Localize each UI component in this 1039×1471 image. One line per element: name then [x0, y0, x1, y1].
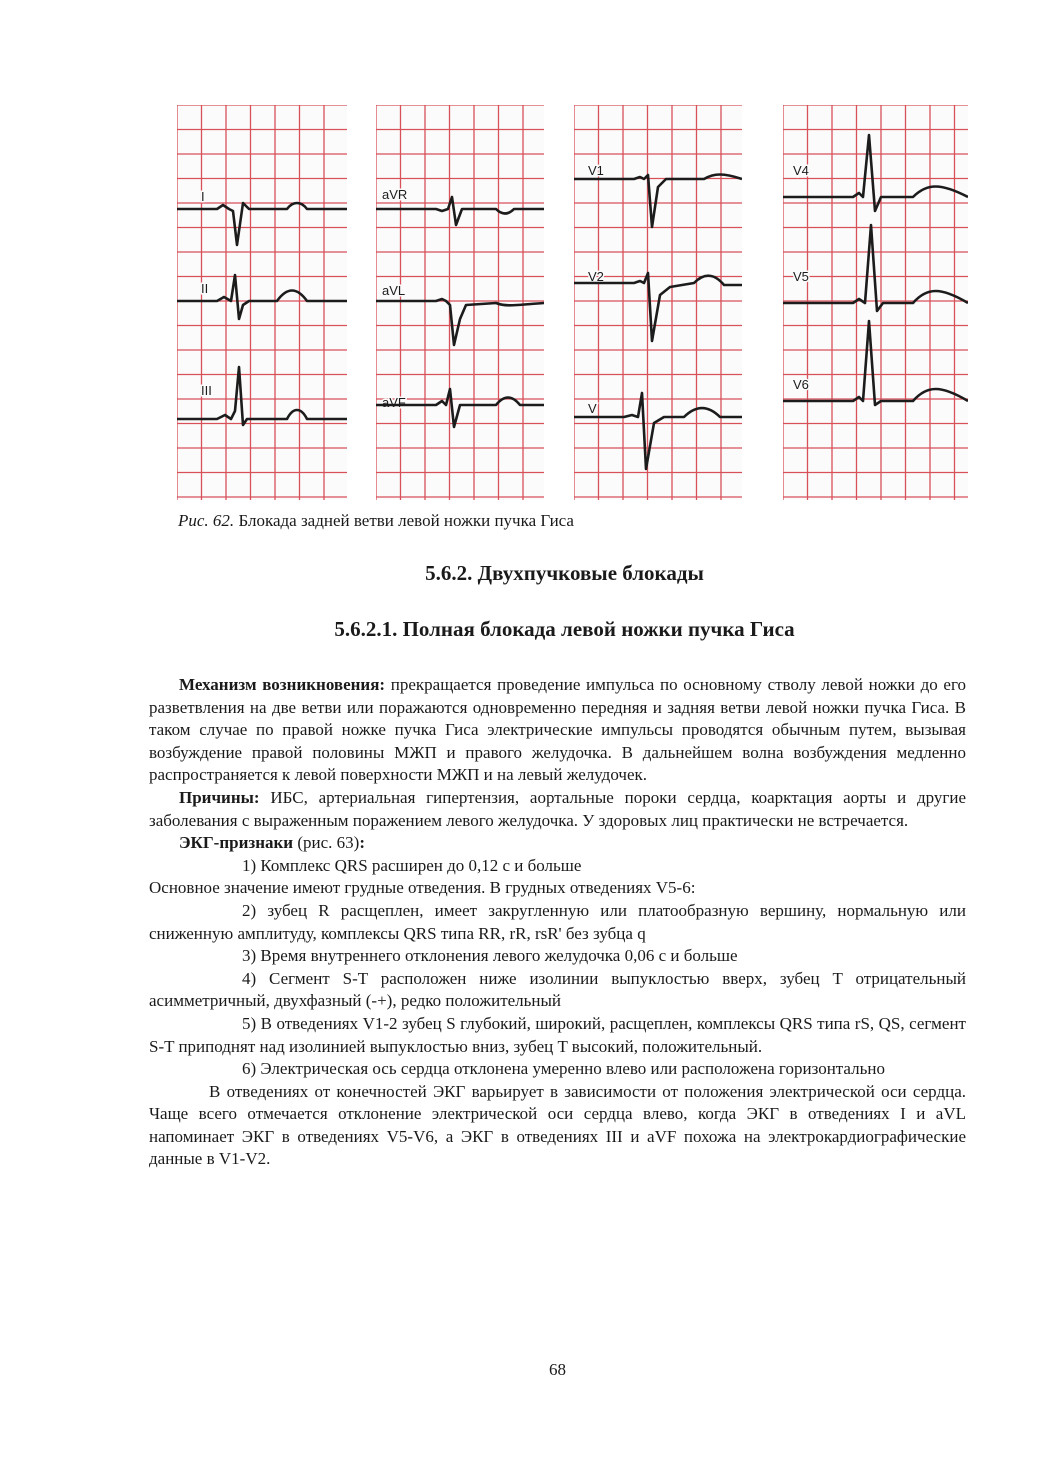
figure-caption-label: Рис. 62.	[178, 511, 235, 530]
ecg-signs-label: ЭКГ-признаки	[179, 833, 294, 853]
lead-label-III: III	[201, 383, 212, 398]
lead-label-V: V	[588, 401, 597, 416]
limb-leads-paragraph: В отведениях от конечностей ЭКГ варьирует в зависимости от положения электрической оси сердца. Чаще всего отмечается отклонение электрической оси сердца влево, когда ЭКГ в отведениях I и aVL напоминает ЭКГ в отведениях V5-V6, а ЭКГ в отведениях III и aVF похожа на электрокардиографические данные в V1-V2.	[149, 1081, 966, 1169]
lead-label-aVF: aVF	[382, 395, 406, 410]
ecg-panel-1-svg	[177, 105, 347, 500]
ecg-panel-chest-leads-1	[574, 105, 742, 500]
ecg-trace-V3	[574, 393, 742, 469]
causes-paragraph	[149, 787, 966, 832]
ecg-sign-item-2: 2) зубец R расщеплен, имеет закругленную или платообразную вершину, нормальную или сниженную амплитуду, комплексы QRS типа RR, rR, rsR' без зубца q	[149, 900, 966, 943]
lead-label-II: II	[201, 281, 209, 296]
ecg-trace-V1	[574, 175, 742, 228]
body-text	[149, 674, 966, 1171]
ecg-sign-item-6: 6) Электрическая ось сердца отклонена умеренно влево или расположена горизонтально	[242, 1059, 885, 1079]
lead-label-V4: V4	[793, 163, 809, 178]
ecg-trace-I	[177, 203, 347, 245]
lead-label-aVR: aVR	[382, 187, 408, 202]
ecg-trace-V6	[783, 321, 968, 405]
ecg-panel-augmented-leads	[376, 105, 544, 500]
lead-label-V5: V5	[793, 269, 809, 284]
lead-label-V6: V6	[793, 377, 809, 392]
ecg-trace-aVL	[376, 299, 544, 345]
causes-text: ИБС, артериальная гипертензия, аортальные пороки сердца, коарктация аорты и другие заболевания с выраженным поражением левого желудочка. У здоровых лиц практически не встречается.	[149, 787, 966, 830]
mechanism-paragraph	[149, 674, 966, 787]
figure-caption-text: Блокада задней ветви левой ножки пучка Гиса	[238, 511, 574, 530]
ecg-sign-item-5: 5) В отведениях V1-2 зубец S глубокий, широкий, расщеплен, комплексы QRS типа rS, QS, сегмент S-T приподнят над изолинией выпуклостью вниз, зубец T высокий, положительный.	[149, 1013, 966, 1056]
lead-label-aVL: aVL	[382, 283, 406, 298]
ecg-signs-note: Основное значение имеют грудные отведения. В грудных отведениях V5-6:	[149, 878, 696, 898]
lead-label-V1: V1	[588, 163, 604, 178]
mechanism-text: прекращается проведение импульса по основному стволу левой ножки до его разветвления на две ветви или поражаются одновременно передняя и задняя ветви левой ножки пучка Гиса. В таком случае по правой ножке пучка Гиса электрические импульсы проводятся обычным путем, вызывая возбуждение правой половины МЖП и правого желудочка. В дальнейшем волна возбуждения медленно распространяется к левой поверхности МЖП и на левый желудочек.	[149, 675, 967, 785]
ecg-signs-colon: :	[359, 833, 365, 853]
ecg-signs-heading	[149, 832, 966, 855]
ecg-panel-chest-leads-2	[783, 105, 968, 500]
ecg-sign-item-4: 4) Сегмент S-T расположен ниже изолинии выпуклостью вверх, зубец T отрицательный асимметричный, двухфазный (-+), редко положительный	[149, 968, 966, 1011]
page-number: 68	[549, 1360, 566, 1379]
causes-label: Причины:	[179, 787, 260, 807]
ecg-panel-limb-leads	[177, 105, 347, 500]
ecg-trace-V2	[574, 273, 742, 341]
lead-label-I: I	[201, 189, 205, 204]
ecg-sign-item-1: 1) Комплекс QRS расширен до 0,12 с и больше	[242, 855, 582, 875]
ecg-panel-3-svg	[574, 105, 742, 500]
mechanism-label: Механизм возникновения:	[179, 675, 386, 694]
subsection-title: 5.6.2.1. Полная блокада левой ножки пучка Гиса	[334, 617, 795, 641]
section-title: 5.6.2. Двухпучковые блокады	[425, 561, 704, 585]
ecg-trace-V5	[783, 225, 968, 311]
figure-caption	[178, 511, 574, 531]
ecg-figure	[0, 100, 1039, 510]
ecg-panel-2-svg	[376, 105, 544, 500]
ecg-panel-4-svg	[783, 105, 968, 500]
lead-label-V2: V2	[588, 269, 604, 284]
ecg-sign-item-3: 3) Время внутреннего отклонения левого желудочка 0,06 с и больше	[242, 946, 738, 966]
ecg-trace-V4	[783, 135, 968, 211]
ecg-signs-ref: (рис. 63)	[297, 833, 360, 853]
